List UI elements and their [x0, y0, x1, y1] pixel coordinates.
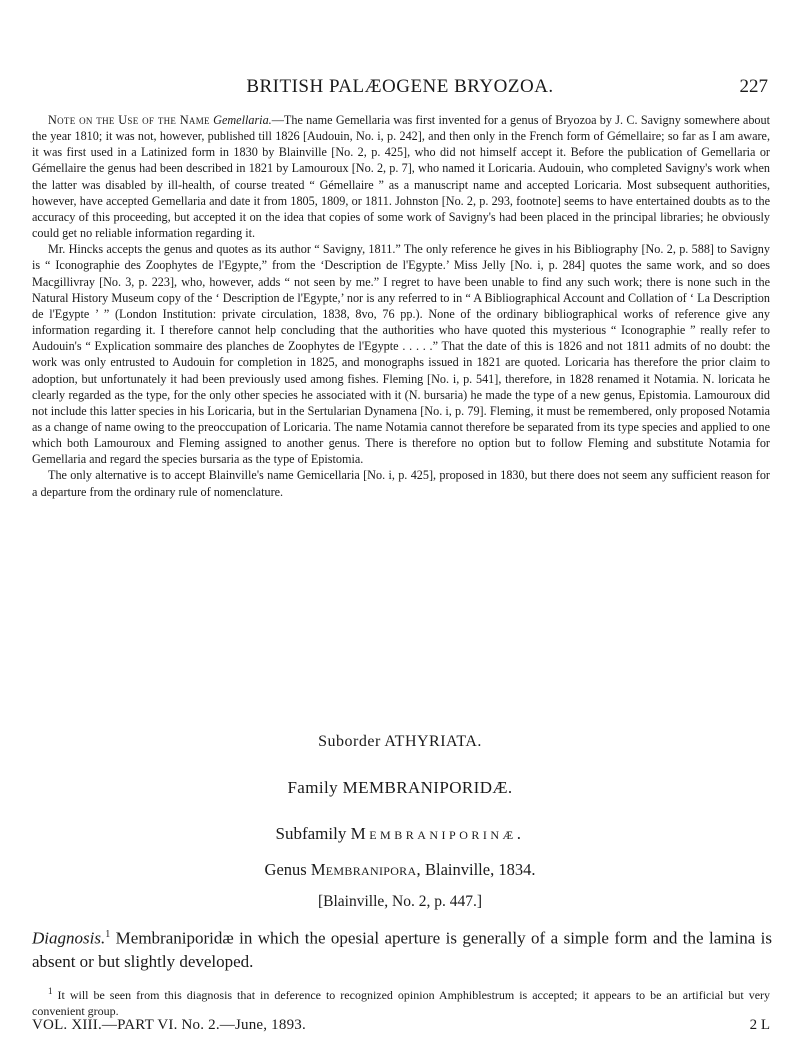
suborder-heading: Suborder ATHYRIATA. [318, 733, 482, 750]
footnote-text: It will be seen from this diagnosis that in deference to recognized opinion Amphiblestrum is accepted; it appears to be an artificial but very convenient group. [32, 988, 771, 1018]
diagnosis-text: Membraniporidæ in which the opesial aperture is generally of a simple form and the lamina is absent or but slightly developed. [32, 928, 773, 971]
note-paragraph-1 [32, 112, 770, 241]
genus-name: Membranipora, [310, 860, 421, 879]
page-number: 227 [739, 76, 768, 97]
note-section [32, 112, 770, 500]
genus-prefix: Genus [264, 860, 307, 879]
subfamily-prefix: Subfamily [275, 824, 347, 843]
subfamily-name: Membraniporinæ. [350, 824, 525, 843]
note-paragraph-3: The only alternative is to accept Blainville's name Gemicellaria [No. i, p. 425], proposed in 1830, but there does not seem any sufficient reason for a departure from the ordinary rule of nomenclature. [32, 468, 770, 499]
footnote-mark: 1 [48, 986, 53, 996]
genus-heading [0, 860, 800, 880]
genus-author: Blainville, 1834. [425, 860, 536, 879]
note-paragraph-2: Mr. Hincks accepts the genus and quotes as its author “ Savigny, 1811.” The only reference he gives in his Bibliography [No. 2, p. 588] to Savigny is “ Iconographie des Zoophytes de l'Egypte,” from the ‘Description de l'Egypte.’ Miss Jelly [No. i, p. 284] quotes the same work, and so does Macgillivray [No. 3, p. 223], who, however, adds “ not seen by me.” I regret to have been unable to find any such work; there is none such in the Natural History Museum copy of the ‘ Description de l'Egypte,’ nor is any referred to in “ A Bibliographical Account and Collation of ‘ La Description de l'Egypte ’ ” (London Institution: private circulation, 1838, 8vo, 76 pp.). None of the ordinary bibliographical works of reference give any information regarding it. I therefore cannot help concluding that the authorities who have quoted this mysterious “ Iconographie ” really refer to Audouin's “ Explication sommaire des planches de Zoophytes de l'Egypte . . . . .” That the date of this is 1826 and not 1811 admits of no doubt: the work was only entrusted to Audouin for completion in 1825, and monographs issued in 1821 are quoted. Loricaria has therefore the prior claim to adoption, but unfortunately it had been previously used among fishes. Fleming [No. i, p. 541], therefore, in 1828 renamed it Notamia. N. loricata he clearly regarded as the type, for the only other species he associated with it (N. bursaria) he made the type of a new genus, Epistomia. Lamouroux did not include this latter species in his Loricaria, but in the Sertularian Dynamena [No. i, p. 79]. Fleming, it must be remembered, only proposed Notamia as a change of name owing to the preoccupation of Loricaria. The name Notamia cannot therefore be separated from its type species and applied to one which both Lamouroux and Fleming assigned to another genus. There is therefore no option but to follow Fleming and substitute Notamia for Gemellaria and regard the species bursaria as the type of Epistomia. [32, 242, 770, 467]
running-head [0, 76, 800, 100]
footnote-marker: 1 [105, 929, 111, 940]
running-head-title: BRITISH PALÆOGENE BRYOZOA. [246, 76, 554, 97]
note-paragraph-1-text: —The name Gemellaria was first invented for a genus of Bryozoa by J. C. Savigny somewhere about the year 1810; it was not, however, published till 1826 [Audouin, No. i, p. 242], and then only in the French form of Gémellaire; so far as I am aware, it was first used in a Latinized form in 1830 by Blainville [No. 2, p. 425], who did not himself accept it. Before the publication of Gemellaria or Gémellaire the genus had been described in 1821 by Lamouroux [No. 2, p. 7], who named it Loricaria. Audouin, who completed Savigny's work when the latter was disabled by ill-health, of course treated “ Gémellaire ” as a manuscript name and accepted Loricaria. Most subsequent authorities, however, have accepted Gemellaria and date it from 1805, 1809, or 1811. Johnston [No. 2, p. 293, footnote] seems to have entertained doubts as to the accuracy of this proceeding, but accepted it on the idea that copies of some work of Savigny's had been placed in the principal libraries; he obviously could get no reliable information regarding it. [32, 113, 771, 241]
note-lead: Note on the Use of the Name [48, 113, 210, 127]
volume-line: VOL. XIII.—PART VI. No. 2.—June, 1893. [32, 1017, 306, 1033]
family-heading: Family MEMBRANIPORIDÆ. [287, 778, 513, 797]
subfamily-heading [0, 824, 800, 844]
signature-mark: 2 L [749, 1017, 770, 1033]
footer [32, 1017, 770, 1037]
genus-reference: [Blainville, No. 2, p. 447.] [317, 893, 483, 910]
diagnosis-label: Diagnosis. [32, 928, 106, 948]
footnote [32, 983, 770, 1019]
note-lead-name: Gemellaria. [213, 113, 272, 127]
diagnosis [32, 923, 772, 973]
